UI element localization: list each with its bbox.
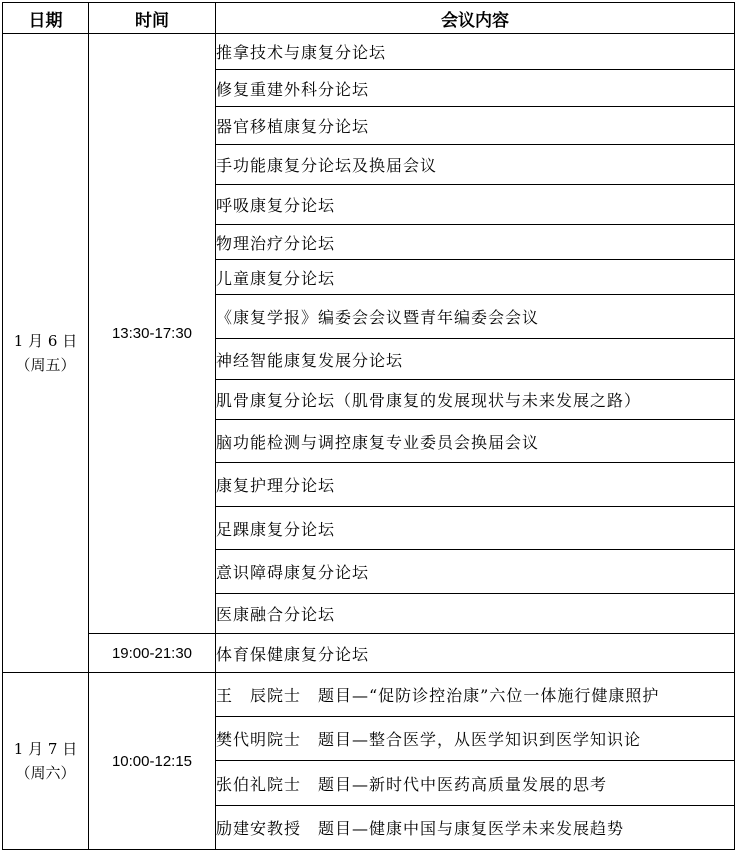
list-item: 呼吸康复分论坛	[216, 185, 735, 225]
date-day2-line1: 1 月 7 日	[13, 740, 78, 758]
list-item: 体育保健康复分论坛	[216, 634, 735, 673]
schedule-table	[2, 2, 735, 850]
header-time: 时间	[89, 3, 216, 34]
table-row	[3, 34, 735, 70]
date-day2-line2: （周六）	[15, 764, 76, 782]
time-cell-day1-slot2: 19:00-21:30	[89, 634, 216, 673]
list-item: 《康复学报》编委会会议暨青年编委会会议	[216, 295, 735, 339]
time-cell-day1-slot1: 13:30-17:30	[89, 34, 216, 634]
list-item: 推拿技术与康复分论坛	[216, 34, 735, 70]
list-item: 神经智能康复发展分论坛	[216, 339, 735, 380]
table-row	[3, 634, 735, 673]
list-item: 足踝康复分论坛	[216, 507, 735, 550]
table-row	[3, 673, 735, 717]
header-date: 日期	[3, 3, 89, 34]
date-day1-line1: 1 月 6 日	[13, 332, 78, 350]
time-cell-day2-slot1: 10:00-12:15	[89, 673, 216, 850]
list-item: 脑功能检测与调控康复专业委员会换届会议	[216, 420, 735, 463]
list-item: 肌骨康复分论坛（肌骨康复的发展现状与未来发展之路）	[216, 380, 735, 420]
date-cell-day1	[3, 34, 89, 673]
list-item: 意识障碍康复分论坛	[216, 550, 735, 594]
list-item: 修复重建外科分论坛	[216, 70, 735, 107]
list-item: 王 辰院士 题目—“促防诊控治康”六位一体施行健康照护	[216, 673, 735, 717]
header-content: 会议内容	[216, 3, 735, 34]
header-row	[3, 3, 735, 34]
date-day1-line2: （周五）	[15, 356, 76, 374]
list-item: 张伯礼院士 题目—新时代中医药高质量发展的思考	[216, 761, 735, 806]
list-item: 医康融合分论坛	[216, 594, 735, 634]
list-item: 物理治疗分论坛	[216, 225, 735, 260]
list-item: 康复护理分论坛	[216, 463, 735, 507]
list-item: 器官移植康复分论坛	[216, 107, 735, 145]
list-item: 儿童康复分论坛	[216, 260, 735, 295]
list-item: 励建安教授 题目—健康中国与康复医学未来发展趋势	[216, 806, 735, 850]
list-item: 樊代明院士 题目—整合医学，从医学知识到医学知识论	[216, 717, 735, 761]
date-cell-day2	[3, 673, 89, 850]
list-item: 手功能康复分论坛及换届会议	[216, 145, 735, 185]
